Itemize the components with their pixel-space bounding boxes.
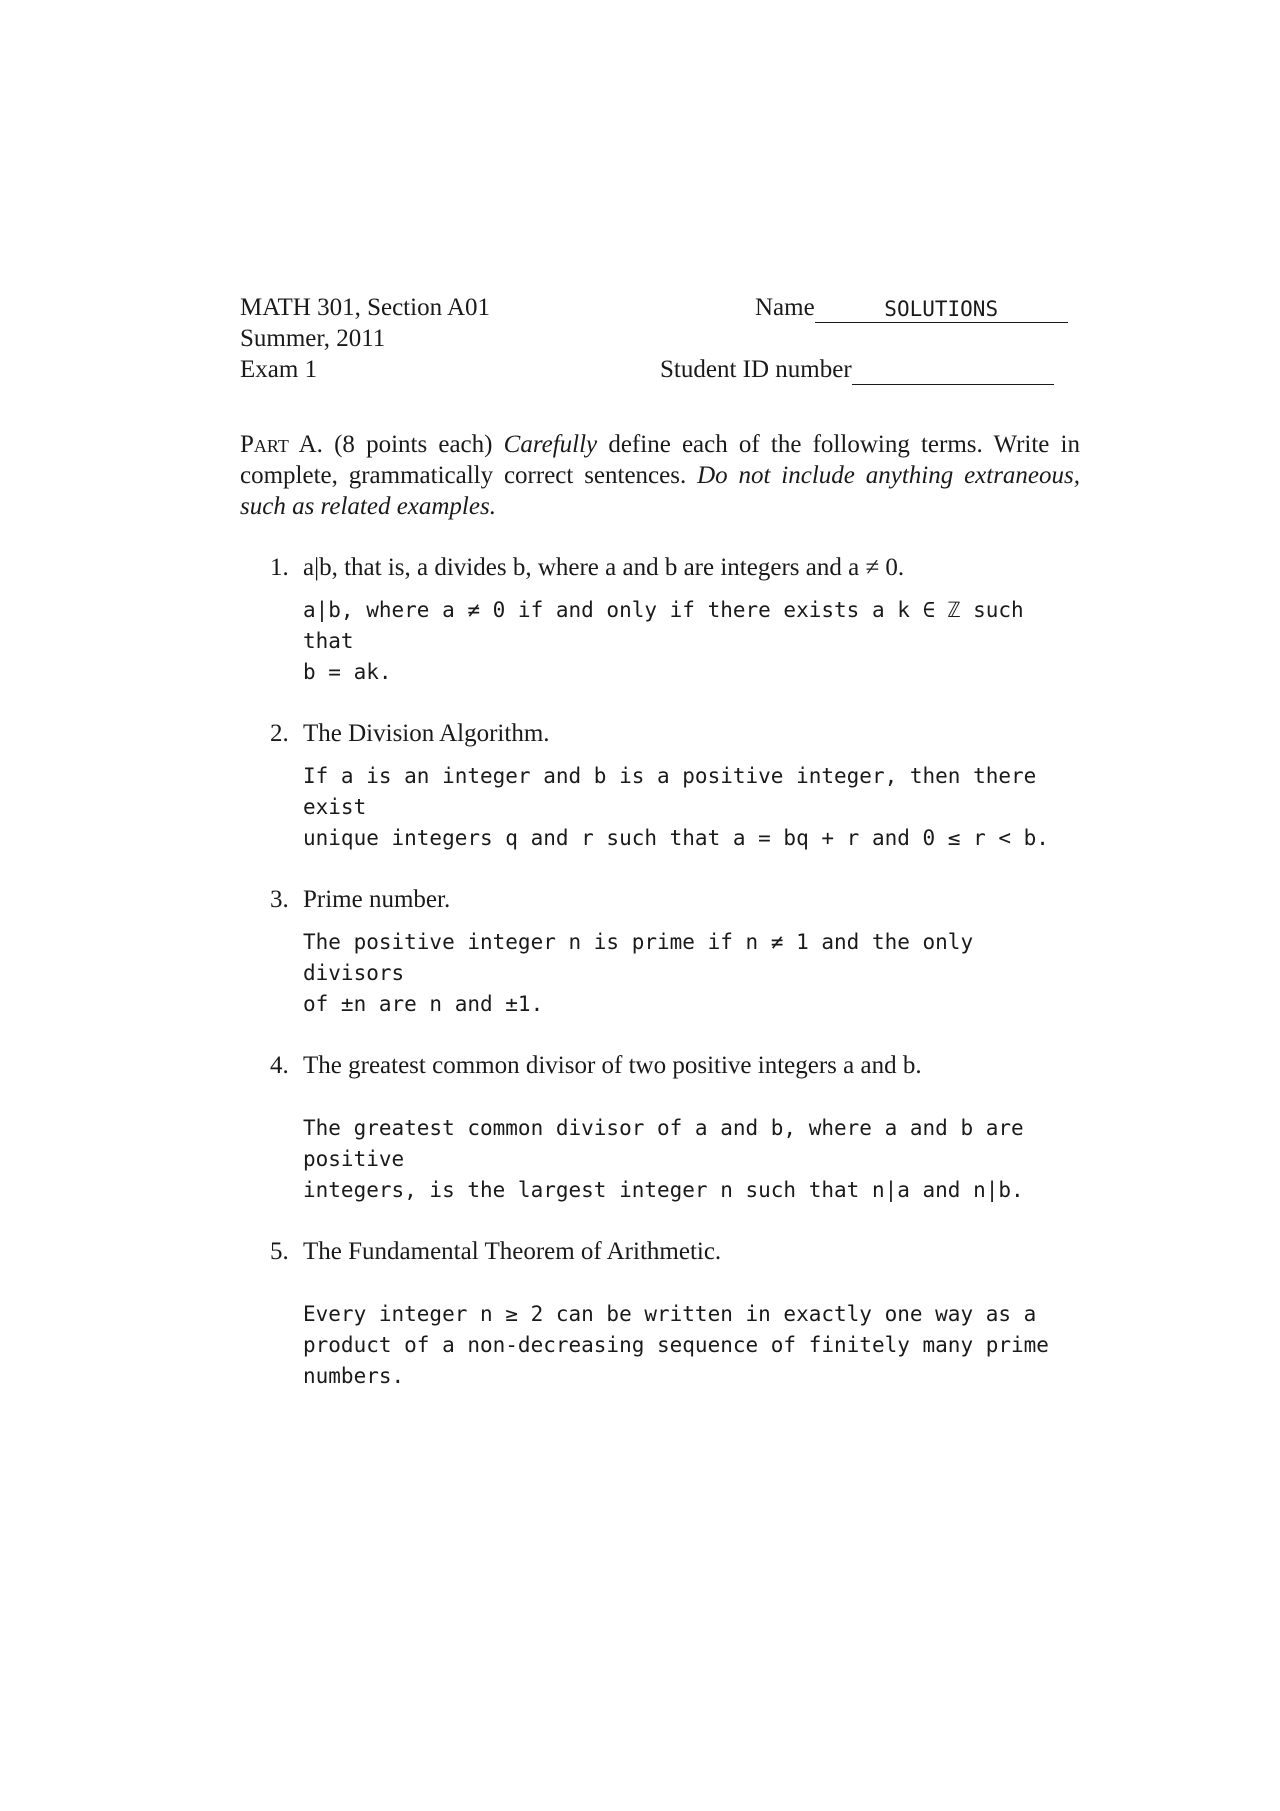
exam-page (240, 292, 1080, 1422)
list-item (240, 718, 1080, 854)
item-term: a|b, that is, a divides b, where a and b are integers and a ≠ 0. (303, 554, 905, 581)
item-number: 1. (270, 554, 289, 581)
name-field-line (755, 292, 1082, 323)
item-term: The Fundamental Theorem of Arithmetic. (303, 1238, 722, 1265)
item-answer: If a is an integer and b is a positive integer, then there exist unique integers q and r such that a = bq + r and 0 ≤ r < b. (303, 764, 1049, 850)
list-item (240, 1050, 1080, 1206)
item-term: The greatest common divisor of two positive integers a and b. (303, 1052, 922, 1079)
item-number: 3. (270, 886, 289, 913)
item-number: 4. (270, 1052, 289, 1079)
list-item (240, 552, 1080, 688)
name-label: Name (755, 294, 815, 321)
list-item (240, 884, 1080, 1020)
student-id-field[interactable] (852, 358, 1054, 385)
item-term: Prime number. (303, 886, 451, 913)
part-a-instructions (240, 429, 1080, 522)
emphasis-word: Carefully (503, 431, 598, 458)
item-answer: Every integer n ≥ 2 can be written in exactly one way as a product of a non-decreasing sequence of finitely many prime numbers. (303, 1302, 1049, 1388)
item-term: The Division Algorithm. (303, 720, 550, 747)
item-answer: The greatest common divisor of a and b, where a and b are positive integers, is the largest integer n such that n|a and n|b. (303, 1116, 1024, 1202)
exam-header (240, 292, 1080, 387)
item-answer: The positive integer n is prime if n ≠ 1 and the only divisors of ±n are n and ±1. (303, 930, 974, 1016)
list-item (240, 1236, 1080, 1392)
item-number: 5. (270, 1238, 289, 1265)
course-title: MATH 301, Section A01 (240, 294, 490, 321)
item-number: 2. (270, 720, 289, 747)
points-note: (8 points each) (322, 431, 504, 458)
definitions-list (240, 552, 1080, 1392)
course-term: Summer, 2011 (240, 325, 386, 352)
course-info (240, 292, 490, 385)
item-answer: a|b, where a ≠ 0 if and only if there exists a k ∈ ℤ such that b = ak. (303, 598, 1024, 684)
student-id-label: Student ID number (660, 356, 852, 383)
part-label: Part A. (240, 431, 323, 458)
instructions-text: define each of the following terms. Write in complete, grammatically correct sentences. (240, 431, 1081, 489)
exam-title: Exam 1 (240, 356, 318, 383)
instructions-italic-note: Do not include anything extraneous, such as related examples. (240, 462, 1081, 520)
student-id-field-line (660, 354, 1082, 385)
name-field[interactable]: SOLUTIONS (815, 296, 1068, 323)
